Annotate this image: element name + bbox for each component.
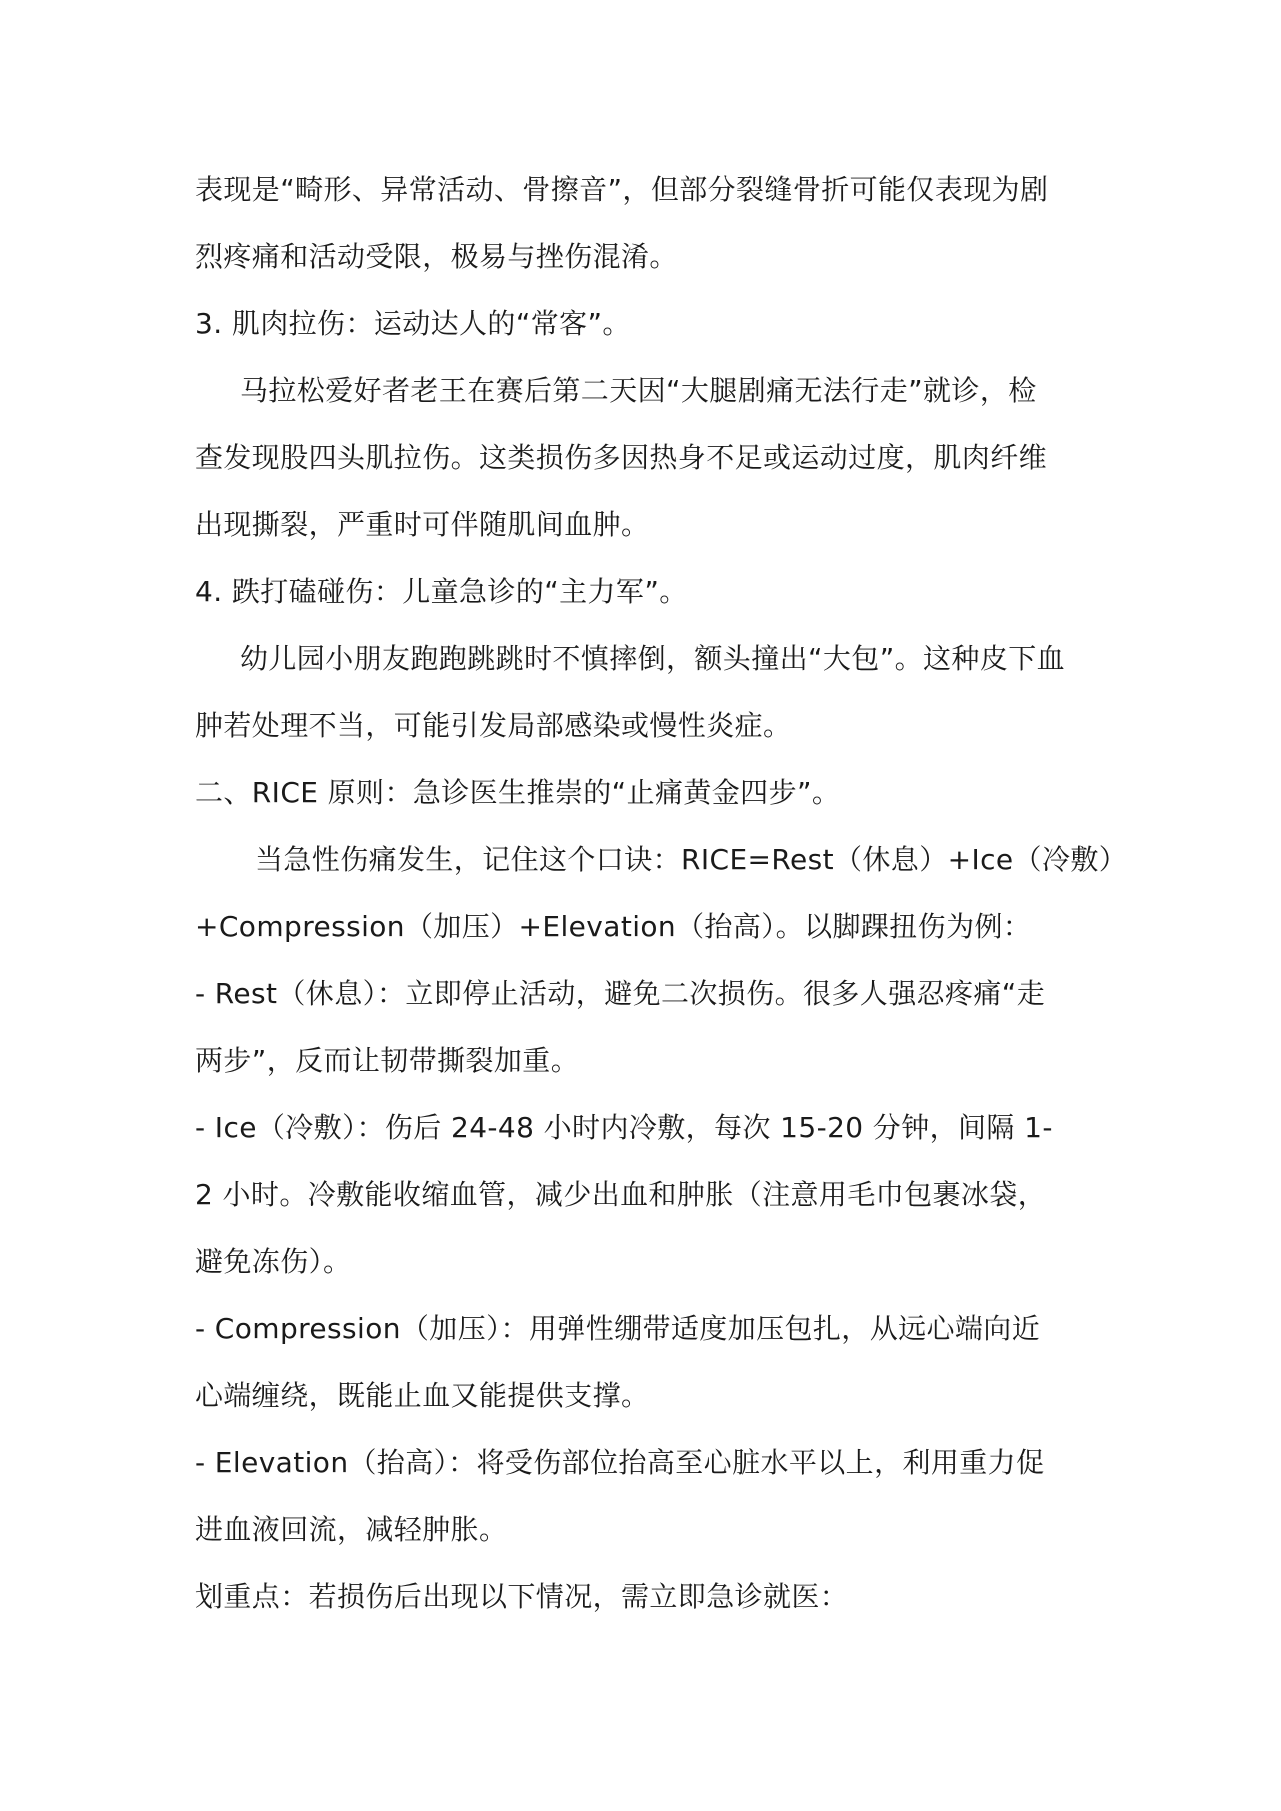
text-line: 心端缠绕，既能止血又能提供支撑。 bbox=[195, 1379, 650, 1412]
text-line: 幼儿园小朋友跑跑跳跳时不慎摔倒，额头撞出“大包”。这种皮下血 bbox=[240, 642, 1066, 675]
list-item-compression: - Compression（加压）：用弹性绷带适度加压包扎，从远心端向近 bbox=[195, 1312, 1041, 1345]
section-heading-bruise: 4. 跌打磕碰伤：儿童急诊的“主力军”。 bbox=[195, 575, 688, 608]
text-line: 两步”，反而让韧带撕裂加重。 bbox=[195, 1044, 580, 1077]
list-item-ice: - Ice（冷敷）：伤后 24-48 小时内冷敷，每次 15-20 分钟，间隔 1- bbox=[195, 1111, 1053, 1144]
text-line: 出现撕裂，严重时可伴随肌间血肿。 bbox=[195, 508, 650, 541]
text-line: 当急性伤痛发生，记住这个口诀：RICE=Rest（休息）+Ice（冷敷） bbox=[255, 843, 1128, 876]
text-line: +Compression（加压）+Elevation（抬高）。以脚踝扭伤为例： bbox=[195, 910, 1032, 943]
section-heading-rice: 二、RICE 原则：急诊医生推崇的“止痛黄金四步”。 bbox=[195, 776, 841, 809]
text-line: 查发现股四头肌拉伤。这类损伤多因热身不足或运动过度，肌肉纤维 bbox=[195, 441, 1048, 474]
list-item-rest: - Rest（休息）：立即停止活动，避免二次损伤。很多人强忍疼痛“走 bbox=[195, 977, 1046, 1010]
key-point-line: 划重点：若损伤后出现以下情况，需立即急诊就医： bbox=[195, 1580, 849, 1613]
text-line: 表现是“畸形、异常活动、骨擦音”，但部分裂缝骨折可能仅表现为剧 bbox=[195, 173, 1049, 206]
text-line: 马拉松爱好者老王在赛后第二天因“大腿剧痛无法行走”就诊，检 bbox=[240, 374, 1037, 407]
list-item-elevation: - Elevation（抬高）：将受伤部位抬高至心脏水平以上，利用重力促 bbox=[195, 1446, 1045, 1479]
text-line: 避免冻伤）。 bbox=[195, 1245, 352, 1278]
text-line: 2 小时。冷敷能收缩血管，减少出血和肿胀（注意用毛巾包裹冰袋， bbox=[195, 1178, 1047, 1211]
text-line: 进血液回流，减轻肿胀。 bbox=[195, 1513, 508, 1546]
text-line: 烈疼痛和活动受限，极易与挫伤混淆。 bbox=[195, 240, 678, 273]
text-line: 肿若处理不当，可能引发局部感染或慢性炎症。 bbox=[195, 709, 792, 742]
section-heading-muscle-strain: 3. 肌肉拉伤：运动达人的“常客”。 bbox=[195, 307, 631, 340]
